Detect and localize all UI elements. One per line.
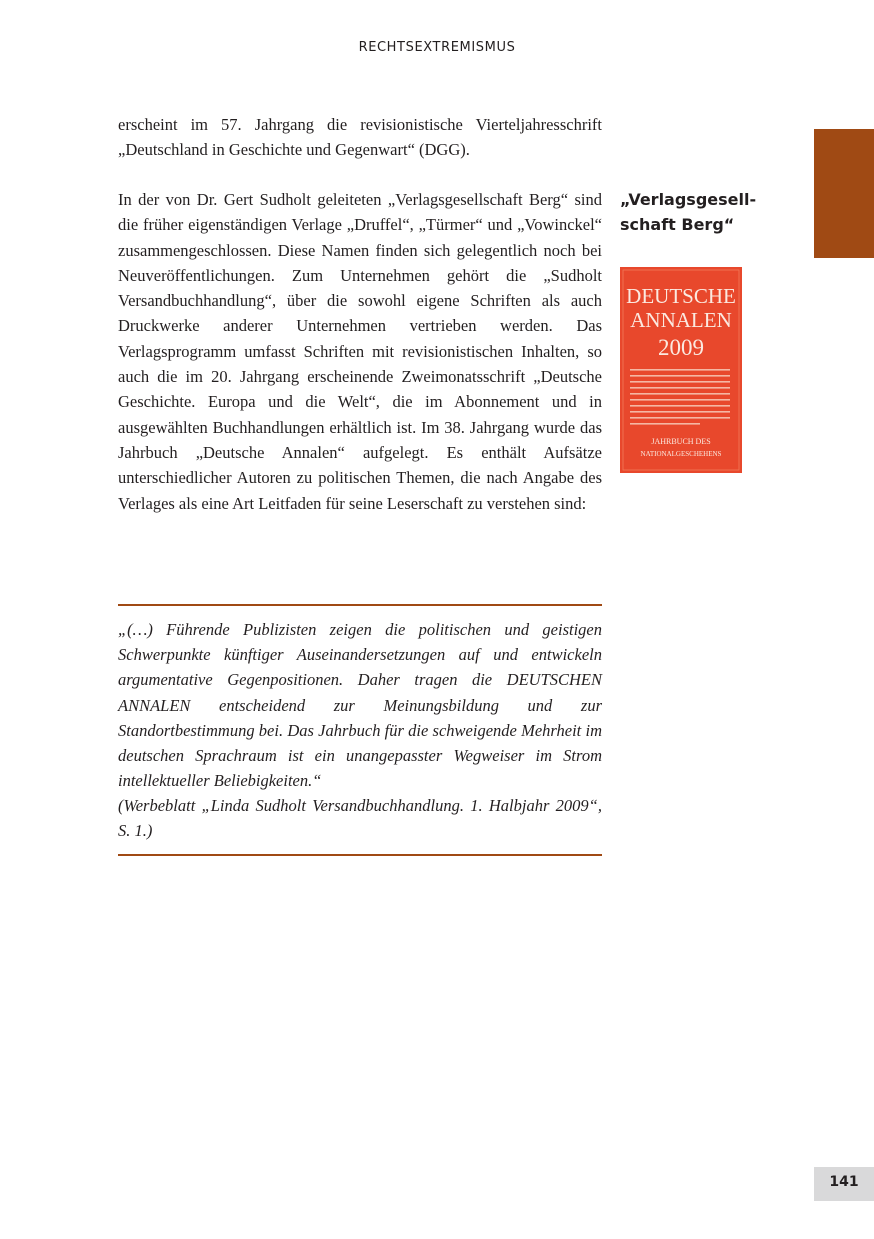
cover-title-line-1: DEUTSCHE bbox=[626, 284, 736, 308]
cover-subtitle-line-2: NATIONALGESCHEHENS bbox=[640, 450, 722, 458]
book-cover-image bbox=[620, 267, 742, 473]
cover-title-line-2: ANNALEN bbox=[630, 308, 732, 332]
page-number: 141 bbox=[814, 1167, 874, 1201]
quote-source: (Werbeblatt „Linda Sudholt Versandbuchhandlung. 1. Halbjahr 2009“, S. 1.) bbox=[118, 796, 602, 841]
book-cover-art bbox=[620, 267, 742, 473]
cover-year: 2009 bbox=[658, 335, 704, 360]
quote-text: „(…) Führende Publizisten zeigen die politischen und geistigen Schwerpunkte künftiger Auseinandersetzungen auf und entwickeln argumentative Gegenpositionen. Daher tragen die DEUTSCHEN ANNALEN entscheidend zur Meinungsbildung und zur Standortbestimmung bei. Das Jahrbuch für die schweigende Mehrheit im deutschen Sprachraum ist ein unangepasster Wegweiser im Strom intellektueller Beliebigkeiten.“ bbox=[118, 620, 602, 791]
paragraph-intro: erscheint im 57. Jahrgang die revisionistische Vierteljahresschrift „Deutschland in Geschichte und Gegenwart“ (DGG). bbox=[118, 115, 602, 160]
chapter-color-tab bbox=[814, 129, 874, 258]
running-header: RECHTSEXTREMISMUS bbox=[358, 40, 516, 55]
quote-box bbox=[118, 604, 602, 856]
margin-note-heading bbox=[620, 187, 770, 237]
margin-note-text: „Verlagsgesell-schaft Berg“ bbox=[620, 190, 757, 234]
cover-subtitle-line-1: JAHRBUCH DES bbox=[651, 437, 711, 446]
paragraph-verlagsgesellschaft: In der von Dr. Gert Sudholt geleiteten „Verlagsgesellschaft Berg“ sind die früher eigenständigen Verlage „Druffel“, „Türmer“ und „Vowinckel“ zusammengeschlossen. Diese Namen finden sich gelegentlich noch bei Neuveröffentlichungen. Zum Unternehmen gehört die „Sudholt Versandbuchhandlung“, über die sowohl eigene Schriften als auch Druckwerke anderer Unternehmen vertrieben werden. Das Verlagsprogramm umfasst Schriften mit revisionistischen Inhalten, so auch die im 20. Jahrgang erscheinende Zweimonatsschrift „Deutsche Geschichte. Europa und die Welt“, die im Abonnement und in ausgewählten Buchhandlungen erhältlich ist. Im 38. Jahrgang wurde das Jahrbuch „Deutsche Annalen“ aufgelegt. Es enthält Aufsätze unterschiedlicher Autoren zu politischen Themen, die nach Angabe des Verlages als eine Art Leitfaden für seine Leserschaft zu verstehen sind: bbox=[118, 190, 602, 513]
